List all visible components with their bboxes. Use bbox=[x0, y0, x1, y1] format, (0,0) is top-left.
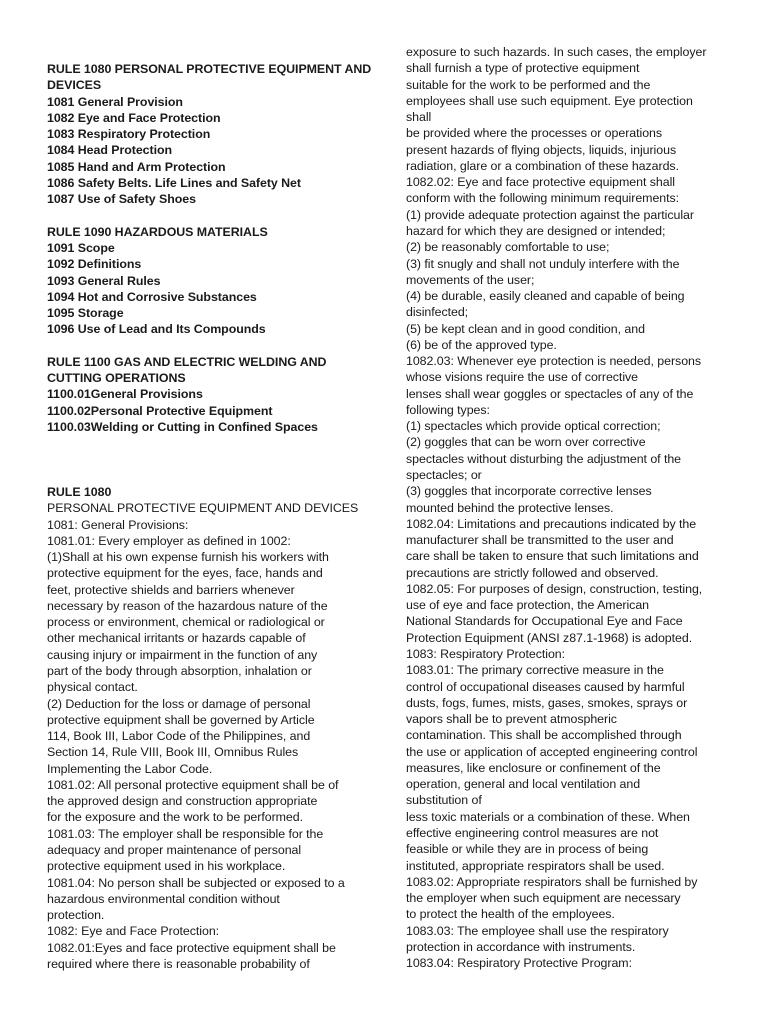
right-text-line: mounted behind the protective lenses. bbox=[406, 500, 614, 515]
right-text-line: feasible or while they are in process of being bbox=[406, 842, 649, 857]
right-text-line: 1083.01: The primary corrective measure in the bbox=[406, 663, 664, 678]
left-text-line: causing injury or impairment in the function of any bbox=[47, 647, 318, 662]
left-text-line: Implementing the Labor Code. bbox=[47, 761, 213, 776]
left-text-line: 1091 Scope bbox=[47, 240, 115, 255]
left-text-line: other mechanical irritants or hazards capable of bbox=[47, 631, 306, 646]
right-text-line: following types: bbox=[406, 402, 490, 417]
left-text-line: 1082 Eye and Face Protection bbox=[47, 110, 221, 125]
right-text-line: precautions are strictly followed and observed. bbox=[406, 565, 659, 580]
left-text-line: 1096 Use of Lead and Its Compounds bbox=[47, 322, 266, 337]
right-text-line: present hazards of flying objects, liquids, injurious bbox=[406, 142, 677, 157]
left-text-line: 1083 Respiratory Protection bbox=[47, 127, 211, 142]
right-text-line: (5) be kept clean and in good condition, and bbox=[406, 321, 645, 336]
left-text-line: protective equipment for the eyes, face, hands and bbox=[47, 566, 323, 581]
left-text-line: 1086 Safety Belts. Life Lines and Safety Net bbox=[47, 175, 301, 190]
right-text-line: (2) be reasonably comfortable to use; bbox=[406, 240, 610, 255]
right-text-line: 1082.02: Eye and face protective equipment shall bbox=[406, 175, 675, 190]
left-text-line: DEVICES bbox=[47, 78, 102, 93]
left-text-line: required where there is reasonable probability of bbox=[47, 956, 310, 971]
left-text-line: 1100.03Welding or Cutting in Confined Spaces bbox=[47, 419, 318, 434]
right-text-line: exposure to such hazards. In such cases, the employer bbox=[406, 45, 707, 59]
left-text-line: 1081.01: Every employer as defined in 1002: bbox=[47, 533, 291, 548]
right-text-line: 1083.04: Respiratory Protective Program: bbox=[406, 956, 632, 971]
right-text-line: (6) be of the approved type. bbox=[406, 337, 557, 352]
left-text-line: 1081 General Provision bbox=[47, 94, 183, 109]
right-text-line: shall furnish a type of protective equipment bbox=[406, 61, 640, 76]
right-text-line: (3) goggles that incorporate corrective lenses bbox=[406, 484, 652, 499]
left-text-line: 1082: Eye and Face Protection: bbox=[47, 924, 220, 939]
left-text-line: 114, Book III, Labor Code of the Philippines, and bbox=[47, 729, 311, 744]
right-text-line: control of occupational diseases caused by harmful bbox=[406, 679, 685, 694]
right-text-line: 1083: Respiratory Protection: bbox=[406, 646, 566, 661]
right-text-line: use of eye and face protection, the American bbox=[406, 598, 650, 613]
right-text-line: protection in accordance with instruments. bbox=[406, 939, 636, 954]
right-text-line: care shall be taken to ensure that such limitations and bbox=[406, 549, 699, 564]
left-text-line: for the exposure and the work to be performed. bbox=[47, 810, 303, 825]
left-text-line: adequacy and proper maintenance of personal bbox=[47, 842, 302, 857]
left-text-line: 1085 Hand and Arm Protection bbox=[47, 159, 226, 174]
right-text-line: conform with the following minimum requirements: bbox=[406, 191, 680, 206]
left-text-line: 1094 Hot and Corrosive Substances bbox=[47, 289, 257, 304]
right-text-line: employees shall use such equipment. Eye protection bbox=[406, 93, 693, 108]
right-text-line: operation, general and local ventilation and bbox=[406, 777, 641, 792]
right-text-line: the use or application of accepted engineering control bbox=[406, 744, 698, 759]
right-text-line: effective engineering control measures are not bbox=[406, 825, 659, 840]
right-text-line: substitution of bbox=[406, 793, 482, 808]
right-text-line: the employer when such equipment are necessary bbox=[406, 891, 681, 906]
right-text-line: (4) be durable, easily cleaned and capable of being bbox=[406, 289, 685, 304]
right-text-line: vapors shall be to prevent atmospheric bbox=[406, 712, 617, 727]
left-text-line: the approved design and construction appropriate bbox=[47, 794, 318, 809]
right-text-line: 1082.03: Whenever eye protection is needed, persons bbox=[406, 354, 702, 369]
right-text-line: (2) goggles that can be worn over corrective bbox=[406, 435, 646, 450]
left-text-line: RULE 1080 bbox=[47, 485, 112, 500]
left-text-line: feet, protective shields and barriers whenever bbox=[47, 582, 295, 597]
left-text-line: 1092 Definitions bbox=[47, 257, 142, 272]
right-text-line: Protection Equipment (ANSI z87.1-1968) is adopted. bbox=[406, 630, 693, 645]
left-text-line: 1081.04: No person shall be subjected or exposed to a bbox=[47, 875, 345, 890]
left-text-line: physical contact. bbox=[47, 680, 138, 695]
left-text-line: 1084 Head Protection bbox=[47, 143, 173, 158]
right-text-line: to protect the health of the employees. bbox=[406, 907, 615, 922]
right-text-line: lenses shall wear goggles or spectacles of any of the bbox=[406, 386, 694, 401]
right-text-line: (3) fit snugly and shall not unduly interfere with the bbox=[406, 256, 680, 271]
right-text-line: 1082.05: For purposes of design, construction, testing, bbox=[406, 581, 703, 596]
left-text-line: 1081.02: All personal protective equipment shall be of bbox=[47, 777, 339, 792]
left-text-line: process or environment, chemical or radiological or bbox=[47, 615, 325, 630]
left-text-line: RULE 1080 PERSONAL PROTECTIVE EQUIPMENT AND bbox=[47, 62, 372, 76]
right-text-line: National Standards for Occupational Eye and Face bbox=[406, 614, 683, 629]
left-text-line: Section 14, Rule VIII, Book III, Omnibus Rules bbox=[47, 745, 299, 760]
right-text-line: manufacturer shall be transmitted to the user and bbox=[406, 533, 674, 548]
right-text-line: whose visions require the use of corrective bbox=[406, 370, 639, 385]
left-text-line: hazardous environmental condition without bbox=[47, 891, 280, 906]
left-text-line: PERSONAL PROTECTIVE EQUIPMENT AND DEVICES bbox=[47, 501, 359, 516]
left-text-line: 1093 General Rules bbox=[47, 273, 161, 288]
right-text-line: 1083.02: Appropriate respirators shall be furnished by bbox=[406, 874, 698, 889]
right-text-line: 1082.04: Limitations and precautions indicated by the bbox=[406, 516, 697, 531]
right-text-line: shall bbox=[406, 110, 432, 125]
left-text-line: 1095 Storage bbox=[47, 306, 124, 321]
left-text-line: protective equipment used in his workplace. bbox=[47, 859, 286, 874]
left-text-line: (1)Shall at his own expense furnish his workers with bbox=[47, 550, 329, 565]
left-text-line: RULE 1100 GAS AND ELECTRIC WELDING AND bbox=[47, 354, 327, 369]
right-text-line: 1083.03: The employee shall use the respiratory bbox=[406, 923, 669, 938]
right-text-line: contamination. This shall be accomplished through bbox=[406, 728, 682, 743]
left-text-line: 1081.03: The employer shall be responsible for the bbox=[47, 826, 324, 841]
left-text-line: 1100.02Personal Protective Equipment bbox=[47, 403, 273, 418]
right-text-line: instituted, appropriate respirators shall be used. bbox=[406, 858, 665, 873]
right-text-line: disinfected; bbox=[406, 305, 469, 320]
right-text-line: measures, like enclosure or confinement of the bbox=[406, 760, 661, 775]
left-text-line: 1081: General Provisions: bbox=[47, 517, 189, 532]
left-text-line: protective equipment shall be governed by Article bbox=[47, 712, 315, 727]
right-text-line: less toxic materials or a combination of these. When bbox=[406, 809, 690, 824]
right-text-line: hazard for which they are designed or intended; bbox=[406, 223, 666, 238]
left-text-line: RULE 1090 HAZARDOUS MATERIALS bbox=[47, 224, 268, 239]
left-text-line: 1082.01:Eyes and face protective equipment shall be bbox=[47, 940, 336, 955]
right-text-line: (1) spectacles which provide optical correction; bbox=[406, 419, 661, 434]
right-text-line: radiation, glare or a combination of these hazards. bbox=[406, 158, 679, 173]
left-text-line: protection. bbox=[47, 908, 105, 923]
right-text-line: be provided where the processes or operations bbox=[406, 126, 663, 141]
right-text-line: spectacles without disturbing the adjustment of the bbox=[406, 451, 682, 466]
left-text-line: 1100.01General Provisions bbox=[47, 387, 203, 402]
left-text-line: 1087 Use of Safety Shoes bbox=[47, 192, 196, 207]
right-text-line: dusts, fogs, fumes, mists, gases, smokes, sprays or bbox=[406, 695, 688, 710]
right-text-line: suitable for the work to be performed and the bbox=[406, 77, 651, 92]
left-text-line: necessary by reason of the hazardous nature of the bbox=[47, 598, 328, 613]
left-text-line: CUTTING OPERATIONS bbox=[47, 371, 186, 386]
right-text-line: spectacles; or bbox=[406, 468, 482, 483]
left-text-line: (2) Deduction for the loss or damage of personal bbox=[47, 696, 311, 711]
right-text-line: movements of the user; bbox=[406, 272, 535, 287]
right-text-line: (1) provide adequate protection against the particular bbox=[406, 207, 694, 222]
left-text-line: part of the body through absorption, inhalation or bbox=[47, 663, 312, 678]
